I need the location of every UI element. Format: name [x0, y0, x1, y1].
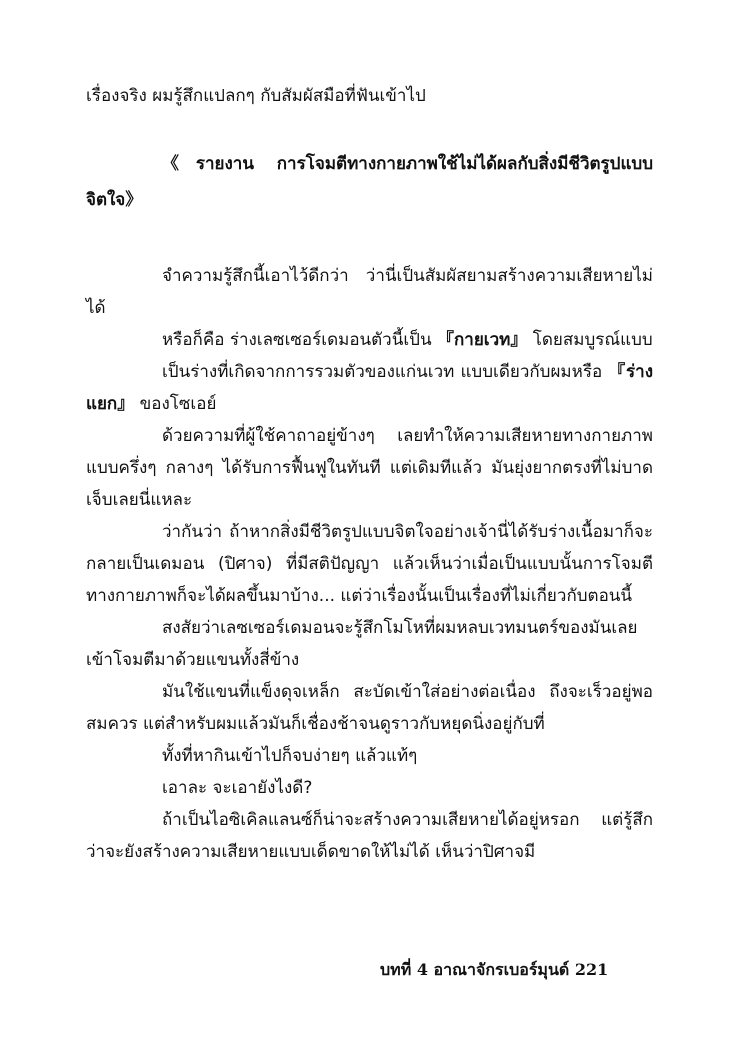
report-heading: 《รายงาน การโจมตีทางกายภาพใช้ไม่ได้ผลกับสิ่งมีชีวิตรูปแบบจิตใจ》 — [86, 154, 653, 210]
term-magic-body: 『กายเวท』 — [436, 330, 528, 350]
paragraph-2-text-b: โดยสมบูรณ์แบบ — [527, 330, 653, 350]
paragraph-3-text-a: เป็นร่างที่เกิดจากการรวมตัวของแก่นเวท แบบเดียวกับผมหรือ — [162, 362, 609, 382]
paragraph-4: ด้วยความที่ผู้ใช้คาถาอยู่ข้างๆ เลยทำให้ความเสียหายทางกายภาพแบบครึ่งๆ กลางๆ ได้รับการฟื้นฟูในทันที แต่เดิมทีแล้ว มันยุ่งยากตรงที่ไม่บาดเจ็บเลยนี่แหละ — [86, 426, 653, 510]
paragraph-1: จำความรู้สึกนี้เอาไว้ดีกว่า ว่านี่เป็นสัมผัสยามสร้างความเสียหายไม่ได้ — [86, 266, 653, 318]
paragraph-10: ถ้าเป็นไอซิเคิลแลนซ์ก็น่าจะสร้างความเสียหายได้อยู่หรอก แต่รู้สึกว่าจะยังสร้างความเสียหายแบบเด็ดขาดให้ไม่ได้ เห็นว่าปิศาจมี — [86, 810, 653, 862]
paragraph-9: เอาละ จะเอายังไงดี? — [162, 778, 313, 798]
paragraph-opening: เรื่องจริง ผมรู้สึกแปลกๆ กับสัมผัสมือที่ฟันเข้าไป — [86, 86, 426, 106]
paragraph-3-text-b: ของโซเอย์ — [134, 394, 217, 414]
page-body — [86, 80, 653, 868]
term-split-body: 『ร่างแยก』 — [86, 362, 653, 414]
paragraph-3 — [86, 356, 653, 420]
paragraph-7: มันใช้แขนที่แข็งดุจเหล็ก สะบัดเข้าใส่อย่างต่อเนื่อง ถึงจะเร็วอยู่พอสมควร แต่สำหรับผมแล้วมันก็เชื่องช้าจนดูราวกับหยุดนิ่งอยู่กับที่ — [86, 682, 653, 734]
paragraph-6: สงสัยว่าเลซเซอร์เดมอนจะรู้สึกโมโหที่ผมหลบเวทมนตร์ของมันเลยเข้าโจมตีมาด้วยแขนทั้งสี่ข้าง — [86, 618, 638, 670]
paragraph-2 — [86, 324, 653, 356]
paragraph-2-text-a: หรือก็คือ ร่างเลซเซอร์เดมอนตัวนี้เป็น — [162, 330, 437, 350]
page-footer: บทที่ 4 อาณาจักรเบอร์มุนด์ 221 — [380, 960, 609, 979]
paragraph-8: ทั้งที่หากินเข้าไปก็จบง่ายๆ แล้วแท้ๆ — [162, 746, 418, 766]
paragraph-5: ว่ากันว่า ถ้าหากสิ่งมีชีวิตรูปแบบจิตใจอย่างเจ้านี่ได้รับร่างเนื้อมาก็จะกลายเป็นเดมอน (ปิศาจ) ที่มีสติปัญญา แล้วเห็นว่าเมื่อเป็นแบบนั้นการโจมตีทางกายภาพก็จะได้ผลขึ้นมาบ้าง... แต่ว่าเรื่องนั้นเป็นเรื่องที่ไม่เกี่ยวกับตอนนี้ — [86, 522, 653, 606]
